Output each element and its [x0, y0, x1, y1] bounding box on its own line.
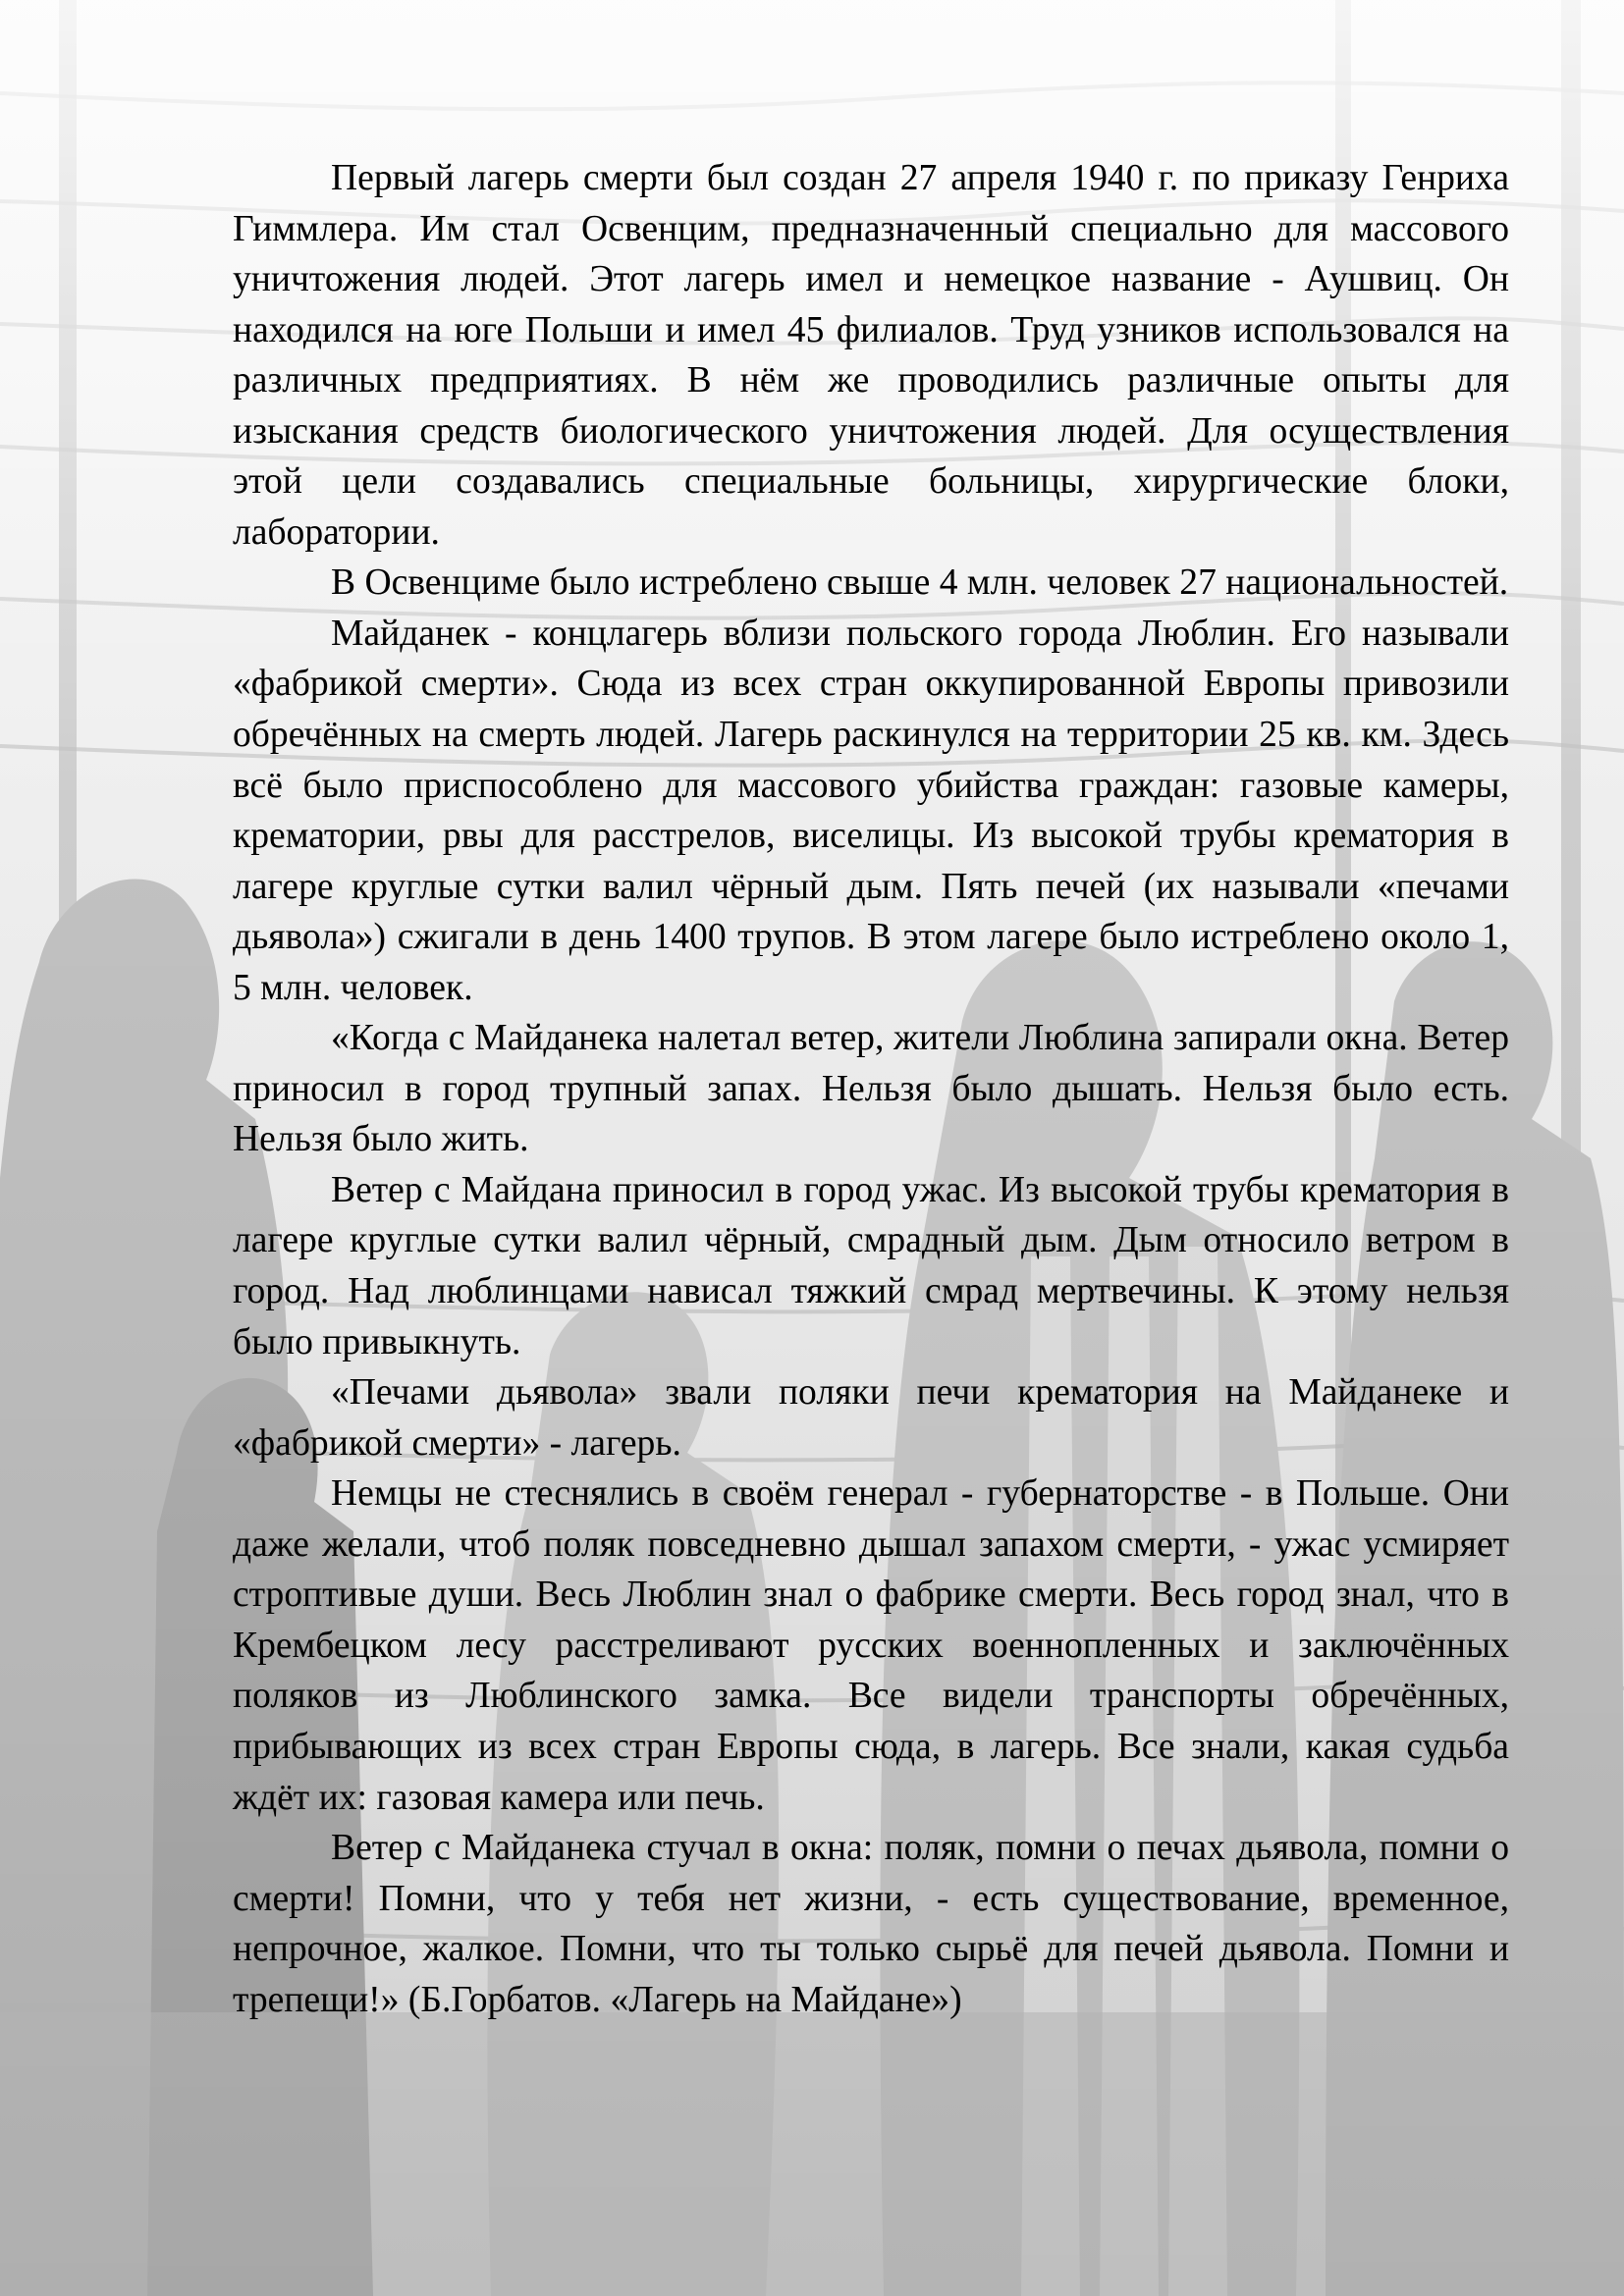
- paragraph: Ветер с Майданека стучал в окна: поляк, помни о печах дьявола, помни о смерти! Помни, что у тебя нет жизни, - есть существование, временное, непрочное, жалкое. Помни, что ты только сырьё для печей дьявола. Помни и трепещи!» (Б.Горбатов. «Лагерь на Майдане»): [233, 1828, 1509, 2020]
- paragraph: Ветер с Майдана приносил в город ужас. Из высокой трубы крематория в лагере круглые сутки валил чёрный, смрадный дым. Дым относило ветром в город. Над люблинцами нависал тяжкий смрад мертвечины. К этому нельзя было привыкнуть.: [233, 1169, 1509, 1362]
- article-text: [233, 153, 1509, 2025]
- paragraph: Немцы не стеснялись в своём генерал - губернаторстве - в Польше. Они даже желали, чтоб поляк повседневно дышал запахом смерти, - ужас усмиряет строптивые души. Весь Люблин знал о фабрике смерти. Весь город знал, что в Крембецком лесу расстреливают русских военнопленных и заключённых поляков из Люблинского замка. Все видели транспорты обречённых, прибывающих из всех стран Европы сюда, в лагерь. Все знали, какая судьба ждёт их: газовая камера или печь.: [233, 1473, 1509, 1818]
- paragraph: В Освенциме было истреблено свыше 4 млн. человек 27 национальностей.: [331, 562, 1509, 604]
- paragraph: Майданек - концлагерь вблизи польского города Люблин. Его называли «фабрикой смерти». Сюда из всех стран оккупированной Европы привозили обречённых на смерть людей. Лагерь раскинулся на территории 25 кв. км. Здесь всё было приспособлено для массового убийства граждан: газовые камеры, крематории, рвы для расстрелов, виселицы. Из высокой трубы крематория в лагере круглые сутки валил чёрный дым. Пять печей (их называли «печами дьявола») сжигали в день 1400 трупов. В этом лагере было истреблено около 1, 5 млн. человек.: [233, 613, 1509, 1008]
- paragraph: «Когда с Майданека налетал ветер, жители Люблина запирали окна. Ветер приносил в город трупный запах. Нельзя было дышать. Нельзя было есть. Нельзя было жить.: [233, 1018, 1509, 1160]
- paragraph: Первый лагерь смерти был создан 27 апреля 1940 г. по приказу Генриха Гиммлера. Им стал Освенцим, предназначенный специально для массового уничтожения людей. Этот лагерь имел и немецкое название - Аушвиц. Он находился на юге Польши и имел 45 филиалов. Труд узников использовался на различных предприятиях. В нём же проводились различные опыты для изыскания средств биологического уничтожения людей. Для осуществления этой цели создавались специальные больницы, хирургические блоки, лаборатории.: [233, 158, 1509, 553]
- paragraph: «Печами дьявола» звали поляки печи крематория на Майданеке и «фабрикой смерти» - лагерь.: [233, 1372, 1509, 1464]
